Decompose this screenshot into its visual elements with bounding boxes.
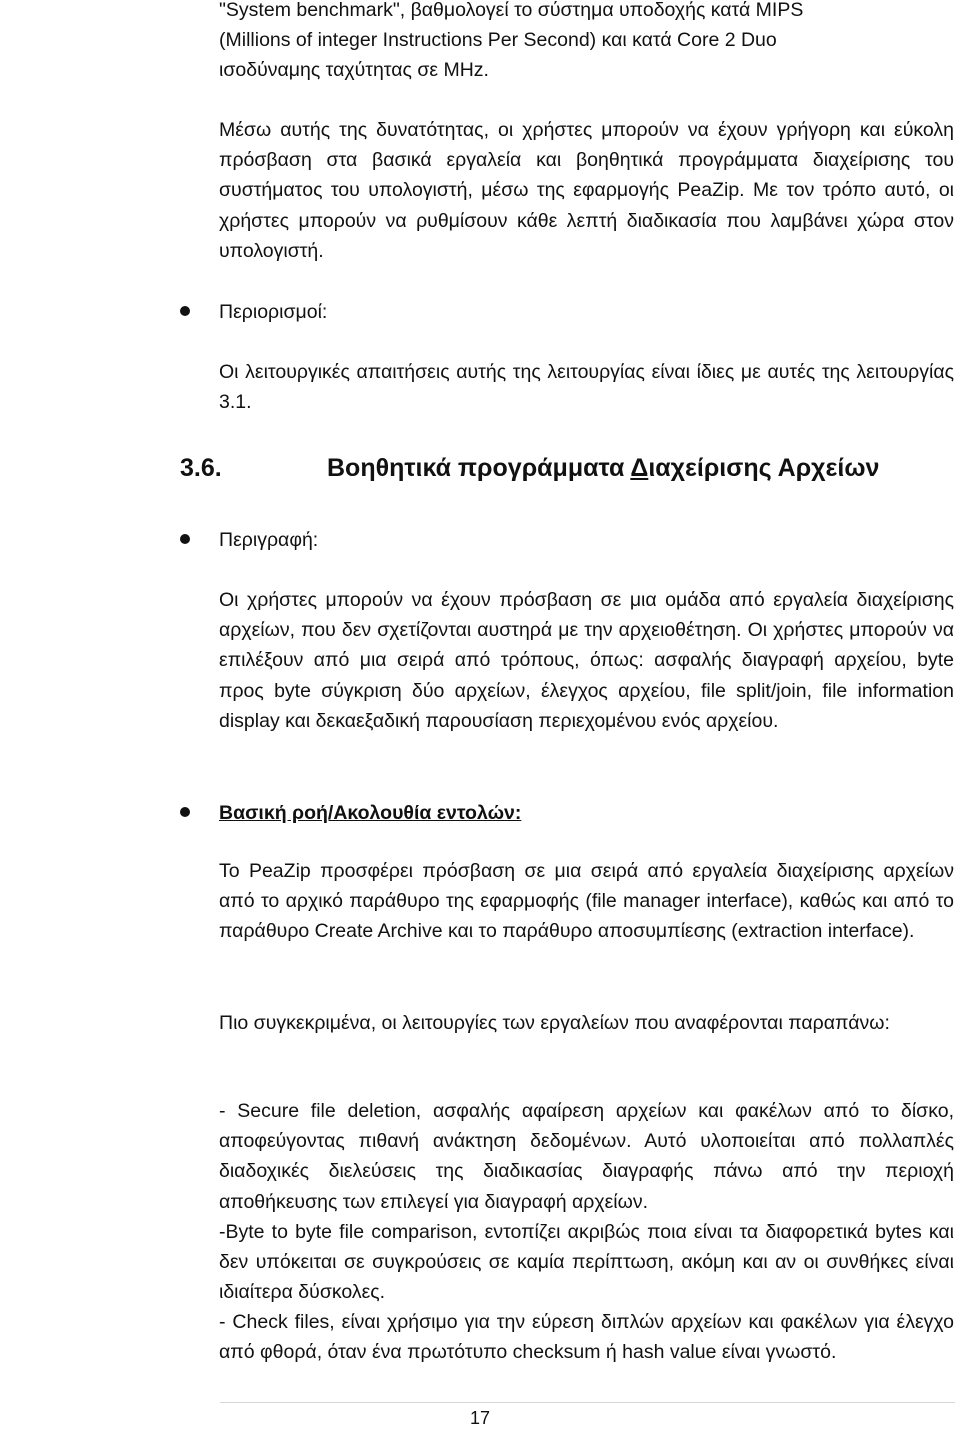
section-title-suffix: ιαχείρισης Αρχείων [648,454,880,482]
flow-paragraph-2: Πιο συγκεκριμένα, οι λειτουργίες των εργαλείων που αναφέρονται παραπάνω: [219,1012,890,1034]
description-paragraph: Οι χρήστες μπορούν να έχουν πρόσβαση σε μια ομάδα από εργαλεία διαχείρισης αρχείων, που δεν σχετίζονται αυστηρά με την αρχειοθέτηση. Οι χρήστες μπορούν να επιλέξουν από μια σειρά από τρόπους, όπως: ασφαλής διαγραφή αρχείου, byte προς byte σύγκριση δύο αρχείων, έλεγχος αρχείου, file split/join, file information display και δεκαεξαδική παρουσίαση περιεχομένου ενός αρχείου. [219,589,954,732]
flow-item-check-files: - Check files, είναι χρήσιμο για την εύρεση διπλών αρχείων και φακέλων για έλεγχο από φθορά, όταν ένα πρωτότυπο checksum ή hash value είναι γνωστό. [219,1311,954,1364]
benchmark-line-3: ισοδύναμης ταχύτητας σε MHz. [219,59,489,82]
bullet-dot-icon [180,306,190,316]
benchmark-line-1: "System benchmark", βαθμολογεί το σύστημα υποδοχής κατά MIPS [219,0,804,21]
limitations-bullet [0,297,960,327]
section-title-underlined: Δ [630,454,649,482]
bullet-dot-icon [180,534,190,544]
section-heading [180,448,960,488]
limitations-label: Περιορισμοί: [219,301,328,323]
footer-divider [220,1402,955,1403]
flow-item-byte-comparison: -Byte to byte file comparison, εντοπίζει ακριβώς ποια είναι τα διαφορετικά bytes και δεν υπόκειται σε συγκρούσεις σε καμία περίπτωση, ακόμη και αν οι συνθήκες είναι ιδιαίτερα δύσκολες. [219,1221,954,1304]
page-number: 17 [469,1408,491,1428]
flow-bullet [0,798,960,828]
flow-label: Βασική ροή/Ακολουθία εντολών: [219,802,522,824]
flow-item-secure-deletion: - Secure file deletion, ασφαλής αφαίρεση αρχείων και φακέλων από το δίσκο, αποφεύγοντας πιθανή ανάκτηση δεδομένων. Αυτό υλοποιείται από πολλαπλές διαδοχικές διελεύσεις της διαδικασίας διαγραφής πάνω από την περιοχή αποθήκευσης των επιλεγεί για διαγραφή αρχείων. [219,1100,954,1213]
flow-paragraph-1: Το PeaZip προσφέρει πρόσβαση σε μια σειρά από εργαλεία διαχείρισης αρχείων από το αρχικό παράθυρο της εφαρμοφής (file manager interface), καθώς και από το παράθυρο Create Archive και το παράθυρο αποσυμπίεσης (extraction interface). [219,860,954,943]
bullet-dot-icon [180,807,190,817]
section-number: 3.6. [180,454,222,482]
description-bullet [0,525,960,555]
description-label: Περιγραφή: [219,529,319,551]
section-title-prefix: Βοηθητικά προγράμματα [327,454,631,482]
access-paragraph: Μέσω αυτής της δυνατότητας, οι χρήστες μπορούν να έχουν γρήγορη και εύκολη πρόσβαση στα βασικά εργαλεία και βοηθητικά προγράμματα διαχείρισης του συστήματος του υπολογιστή, μέσω της εφαρμογής PeaZip. Με τον τρόπο αυτό, οι χρήστες μπορούν να ρυθμίσουν κάθε λεπτή διαδικασία που λαμβάνει χώρα στον υπολογιστή. [219,119,954,262]
benchmark-line-2: (Millions of integer Instructions Per Second) και κατά Core 2 Duo [219,29,777,52]
limitations-paragraph: Οι λειτουργικές απαιτήσεις αυτής της λειτουργίας είναι ίδιες με αυτές της λειτουργίας 3.1. [219,361,954,414]
section-title [327,448,879,488]
benchmark-paragraph [219,0,954,86]
